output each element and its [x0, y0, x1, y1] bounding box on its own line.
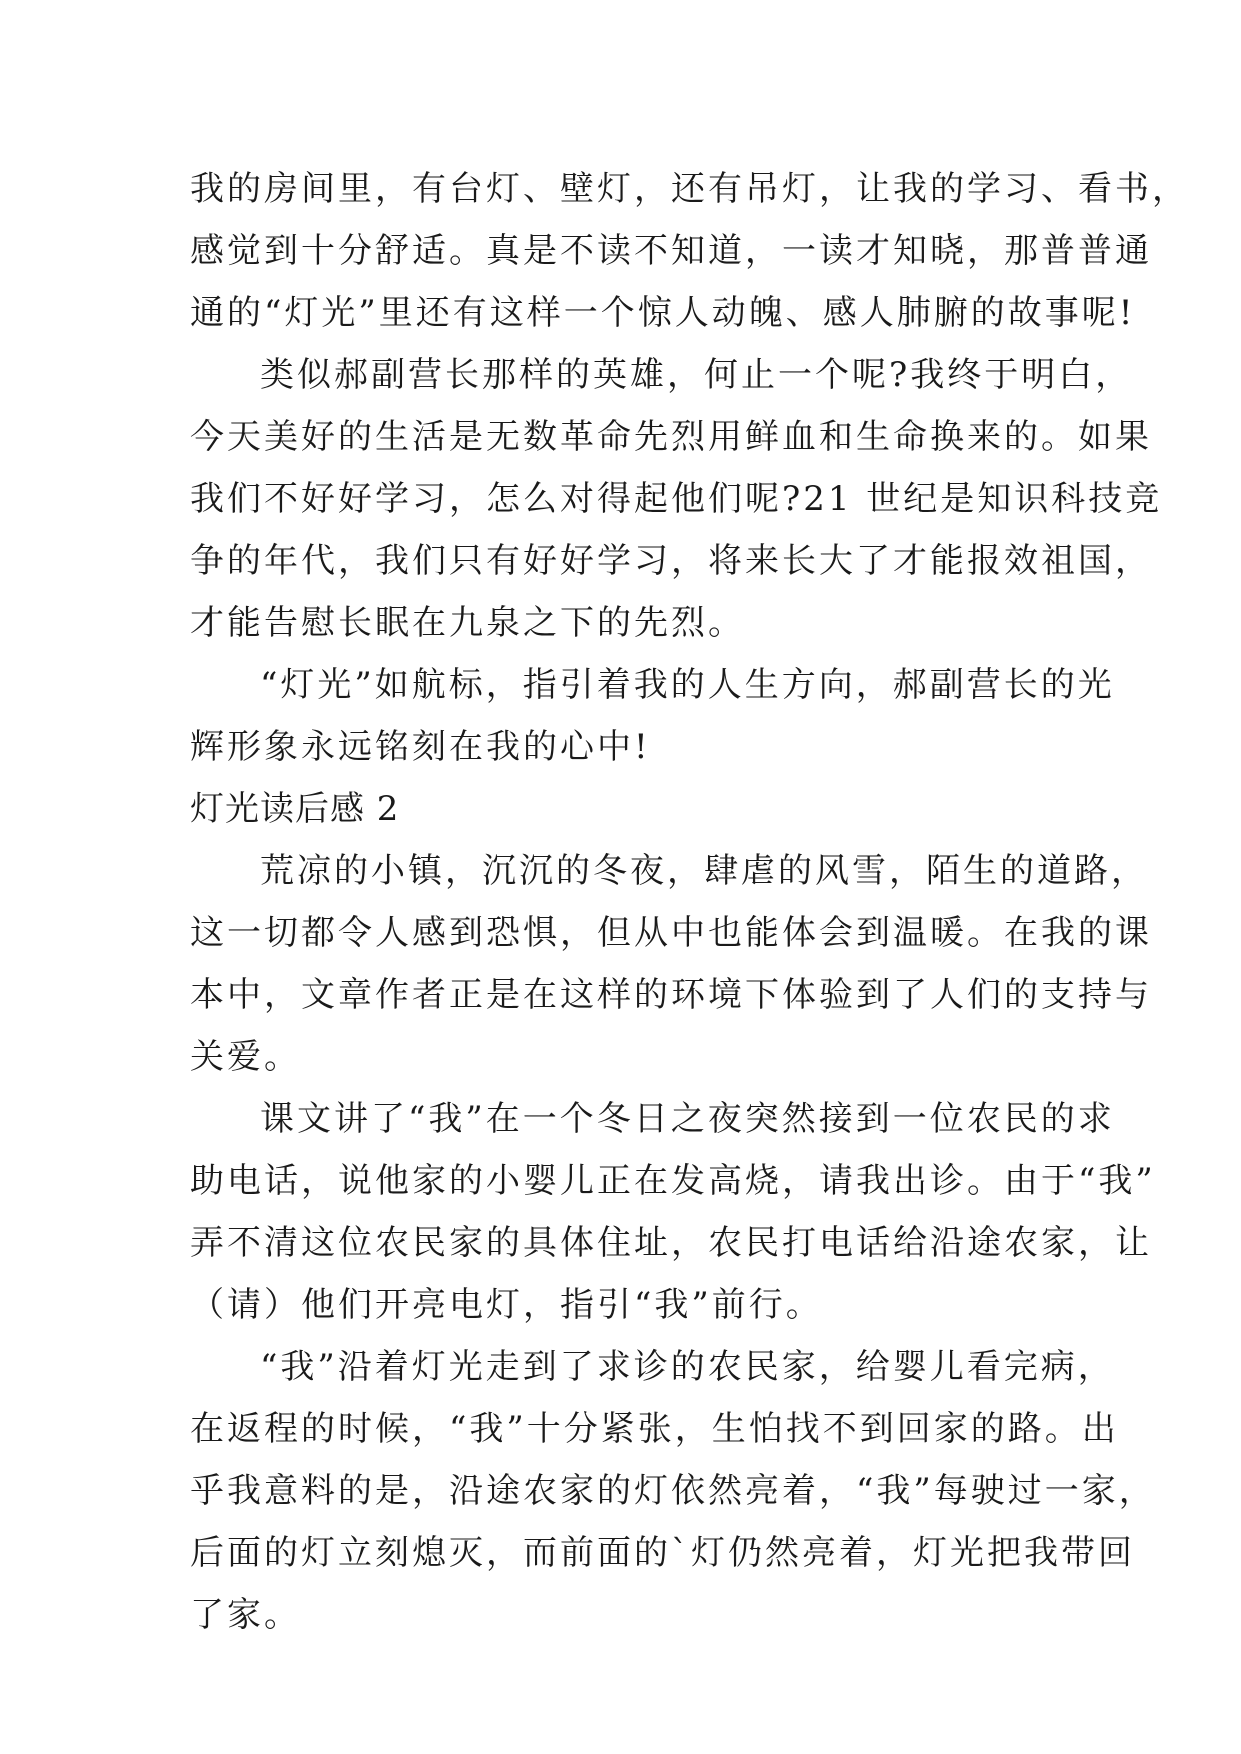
- text-line: 通的“灯光”里还有这样一个惊人动魄、感人肺腑的故事呢!: [190, 293, 1136, 333]
- text-line: 今天美好的生活是无数革命先烈用鲜血和生命换来的。如果: [190, 417, 1152, 457]
- text-line: 弄不清这位农民家的具体住址，农民打电话给沿途农家，让: [190, 1223, 1152, 1263]
- text-line: 才能告慰长眠在九泉之下的先烈。: [190, 603, 745, 643]
- text-line: 争的年代，我们只有好好学习，将来长大了才能报效祖国，: [190, 541, 1152, 581]
- text-line: 我的房间里，有台灯、壁灯，还有吊灯，让我的学习、看书，: [190, 169, 1189, 209]
- text-line: 本中，文章作者正是在这样的环境下体验到了人们的支持与: [190, 975, 1152, 1015]
- document-body: [190, 158, 1189, 1646]
- paragraph-first-line: 类似郝副营长那样的英雄，何止一个呢?我终于明白，: [260, 355, 1133, 395]
- text-line: 助电话，说他家的小婴儿正在发高烧，请我出诊。由于“我”: [190, 1161, 1156, 1201]
- text-line: 了家。: [190, 1595, 301, 1635]
- paragraph-first-line: 荒凉的小镇，沉沉的冬夜，肆虐的风雪，陌生的道路，: [260, 851, 1148, 891]
- section-heading: 灯光读后感 2: [190, 789, 400, 829]
- text-line: （请）他们开亮电灯，指引“我”前行。: [190, 1285, 823, 1325]
- text-line: 乎我意料的是，沿途农家的灯依然亮着，“我”每驶过一家，: [190, 1471, 1156, 1511]
- paragraph-first-line: “我”沿着灯光走到了求诊的农民家，给婴儿看完病，: [260, 1347, 1115, 1387]
- text-line: 后面的灯立刻熄灭，而前面的`灯仍然亮着，灯光把我带回: [190, 1533, 1135, 1573]
- text-line: 在返程的时候，“我”十分紧张，生怕找不到回家的路。出: [190, 1409, 1119, 1449]
- paragraph-first-line: 课文讲了“我”在一个冬日之夜突然接到一位农民的求: [260, 1099, 1115, 1139]
- paragraph-first-line: “灯光”如航标，指引着我的人生方向，郝副营长的光: [260, 665, 1115, 705]
- text-line: 我们不好好学习，怎么对得起他们呢?21 世纪是知识科技竞: [190, 479, 1163, 519]
- text-line: 感觉到十分舒适。真是不读不知道，一读才知晓，那普普通: [190, 231, 1152, 271]
- text-line: 关爱。: [190, 1037, 301, 1077]
- text-line: 这一切都令人感到恐惧，但从中也能体会到温暖。在我的课: [190, 913, 1152, 953]
- text-line: 辉形象永远铭刻在我的心中!: [190, 727, 651, 767]
